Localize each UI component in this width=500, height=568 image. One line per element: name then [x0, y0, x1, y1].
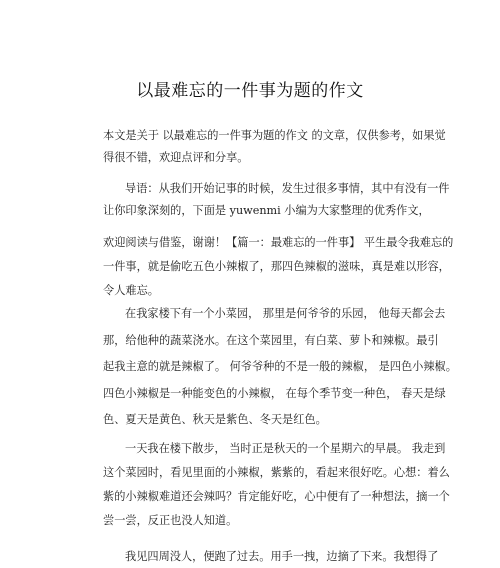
document-title: 以最难忘的一件事为题的作文 — [136, 81, 364, 101]
paragraph-line: 一件事，就是偷吃五色小辣椒了，那四色辣椒的滋味，真是难以形容， — [103, 260, 450, 273]
lead-paragraph — [103, 178, 450, 222]
paragraph-line: 紫的小辣椒难道还会辣吗？肯定能好吃，心中便有了一种想法，摘一个 — [103, 490, 450, 503]
body-paragraph — [103, 546, 439, 568]
paragraph-line: 四色小辣椒是一种能变色的小辣椒， 在每个季节变一种色， 春天是绿 — [103, 386, 446, 400]
intro-paragraph — [103, 125, 446, 169]
paragraph-line: 色、夏天是黄色、秋天是紫色、冬天是红色。 — [103, 413, 327, 426]
paragraph-line: 本文是关于 以最难忘的一件事为题的作文 的文章，仅供参考，如果觉 — [103, 129, 446, 142]
paragraph-line: 尝一尝，反正也没人知道。 — [103, 514, 238, 527]
paragraph-line: 在我家楼下有一个小菜园， 那里是何爷爷的乐园， 他每天都会去 — [125, 307, 446, 320]
body-paragraph — [103, 301, 457, 434]
paragraph-line: 欢迎阅读与借鉴，谢谢！【篇一：最难忘的一件事】 平生最令我难忘的 — [103, 236, 454, 249]
paragraph-line: 起我主意的就是辣椒了。 何爷爷种的不是一般的辣椒， 是四色小辣椒。 — [103, 360, 457, 373]
paragraph-line: 那，给他种的蔬菜浇水。在这个菜园里，有白菜、萝卜和辣椒。最引 — [103, 333, 439, 347]
paragraph-line: 得很不错，欢迎点评和分享。 — [103, 151, 249, 164]
paragraph-line: 让你印象深刻的，下面是 yuwenmi 小编为大家整理的优秀作文， — [103, 204, 430, 217]
paragraph-line: 这个菜园时，看见里面的小辣椒，紫紫的，看起来很好吃。心想：着么 — [103, 466, 450, 479]
paragraph-line: 导语：从我们开始记事的时候，发生过很多事情，其中有没有一件 — [125, 182, 450, 195]
body-paragraph — [103, 437, 450, 533]
paragraph-line: 我见四周没人，便跑了过去。用手一拽，边摘了下来。我想得了 — [125, 550, 439, 563]
body-paragraph — [103, 231, 454, 303]
paragraph-line: 一天我在楼下散步， 当时正是秋天的一个星期六的早晨。 我走到 — [125, 442, 446, 455]
paragraph-line: 令人难忘。 — [103, 284, 159, 297]
